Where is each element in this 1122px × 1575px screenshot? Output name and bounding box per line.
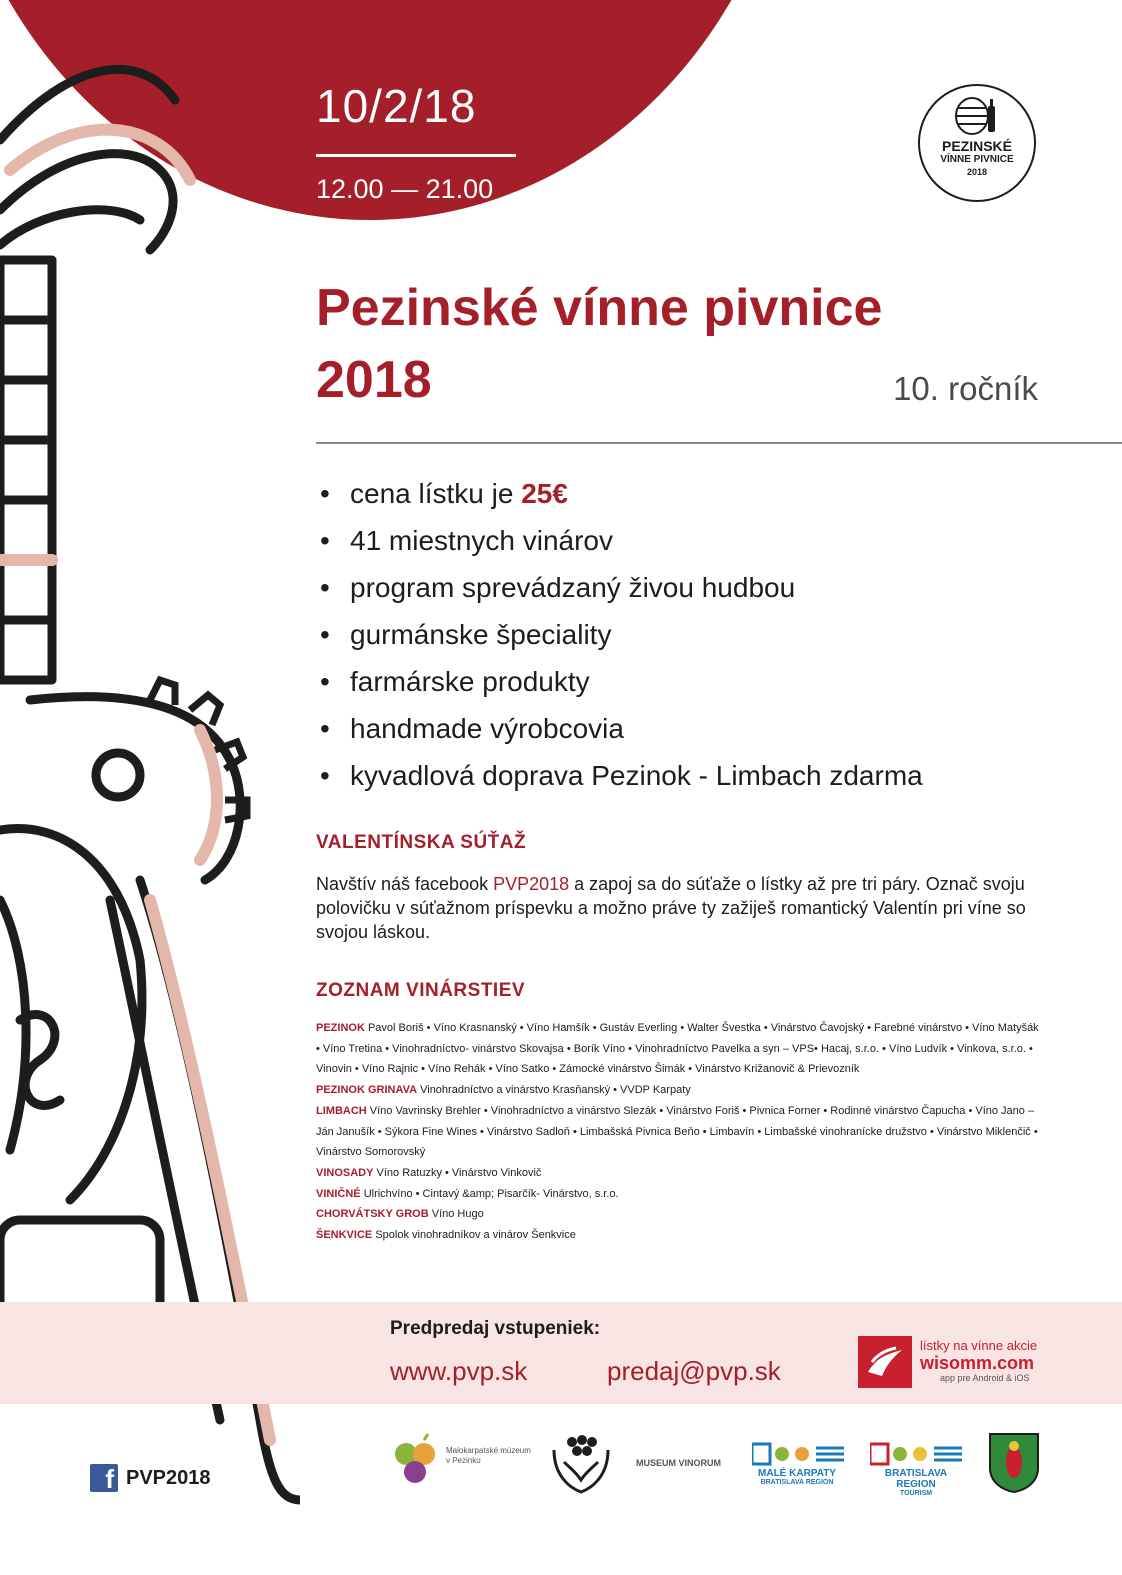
region-name: VINOSADY [316,1166,374,1179]
contest-text-start: Navštív náš facebook [316,874,494,894]
wisomm-apps: app pre Android & iOS [940,1373,1030,1383]
highlights-list [320,470,923,799]
barrel-bottle-icon [952,96,1002,136]
male-karpaty-icon [752,1440,846,1466]
grapes-shield-icon [548,1432,614,1494]
region-name: PEZINOK [316,1022,365,1034]
list-item: • program sprevádzaný živou hudbou [320,564,923,611]
email-link[interactable]: predaj@pvp.sk [607,1356,781,1386]
partner-kr-sub: BRATISLAVA REGION [760,1479,834,1486]
region-name: VINIČNÉ [316,1187,361,1200]
bratislava-region-icon [870,1440,964,1466]
region-name: PEZINOK GRINAVA [316,1084,418,1097]
badge-line-3: 2018 [966,167,988,177]
region-wineries: Ulrichvíno • Cintavý &amp; Pisarčík- Vinárstvo, s.r.o. [363,1187,619,1200]
list-item: • kyvadlová doprava Pezinok - Limbach zdarma [320,752,923,799]
facebook-label: PVP2018 [126,1466,211,1489]
coat-of-arms-icon [988,1432,1040,1494]
event-date: 10/2/18 [316,80,477,132]
facebook-handle[interactable] [90,1464,211,1492]
title-line-1: Pezinské vínne pivnice [316,279,883,337]
date-divider [316,154,516,157]
list-item-price [320,470,923,517]
region-wineries: Spolok vinohradníkov a vinárov Šenkvice [375,1229,576,1242]
region-wineries: Pavol Boriš • Víno Krasnanský • Víno Hamšík • Gustáv Everling • Walter Švestka • Vinárstvo Čavojský • Farebné vinárstvo • Víno Matyšák • Víno Tretina • Vinohradníctvo- vinárstvo Skovajsa • Borík Víno • Vinohradníctvo Pavelka a syn – VPS• Hacaj, s.r.o. • Víno Ludvík • Vinkova, s.r.o. • Vinovin • Víno Rajnic • Víno Rehák • Víno Satko • Zámocké vinárstvo Šimák • Vinárstvo Križanovič & Prievozník [316,1022,1039,1076]
region-wineries: Víno Vavrinsky Brehler • Vinohradníctvo a vinárstvo Slezák • Vinárstvo Foriš • Pivnica Forner • Rodinné vinárstvo Čapucha • Víno Jano – Ján Janušík • Sýkora Fine Wines • Vinárstvo Sadloň • Limbašská Pivnica Beňo • Limbavín • Limbašské vinohranícke družstvo • Vinárstvo Miklenčič • Vinárstvo Somorovský [316,1104,1038,1159]
list-item: • farmárske produkty [320,658,923,705]
event-time: 12.00 — 21.00 [316,174,494,204]
region-name: ŠENKVICE [316,1229,373,1242]
wisomm-info[interactable] [920,1338,1037,1383]
wineries-heading: ZOZNAM VINÁRSTIEV [316,980,526,1001]
price-value: 25€ [521,478,568,509]
partner-kr-name: MALÉ KARPATY [758,1468,836,1479]
contest-text-end: a zapoj sa do súťaže o lístky až pre tri páry. Označ svoju polovičku v súťažnom príspevku a možno práve ty zažiješ romantický Valentín pri víne so svojou láskou. [316,874,1026,942]
wineries-list [316,1018,1044,1246]
partner-br-name: BRATISLAVA REGION [884,1468,948,1490]
partner-br-sub: TOURISM [899,1490,933,1497]
region-wineries: Víno Ratuzky • Vinárstvo Vinkovič [376,1166,542,1179]
date-block [316,78,516,205]
partner-male-karpaty [748,1468,846,1486]
partner-museum-vinorum: MUSEUM VINORUM [636,1458,721,1468]
partner-bratislava-region [866,1468,966,1497]
wisomm-logo-icon[interactable] [858,1336,912,1388]
list-item: • gurmánske špeciality [320,611,923,658]
region-wineries: Víno Hugo [431,1208,484,1221]
title-divider [316,442,1122,444]
event-logo-badge [918,84,1036,202]
badge-line-1: PEZINSKÉ [941,138,1012,154]
badge-line-2: VÍNNE PIVNICE [940,154,1014,165]
region-name: LIMBACH [316,1104,367,1117]
website-link[interactable]: www.pvp.sk [390,1356,528,1386]
list-item: • 41 miestnych vinárov [320,517,923,564]
edition-label: 10. ročník [893,370,1038,407]
price-prefix: cena lístku je [350,478,522,509]
region-wineries: Vinohradníctvo a vinárstvo Krasňanský • VVDP Karpaty [420,1084,691,1097]
facebook-page-link[interactable]: PVP2018 [493,874,570,894]
region-name: CHORVÁTSKY GROB [316,1208,429,1221]
contest-text [316,872,1046,944]
wisomm-url[interactable]: wisomm.com [920,1353,1035,1373]
presale-label: Predpredaj vstupeniek: [390,1318,601,1339]
list-item: • handmade výrobcovia [320,705,923,752]
museum-logo-icon [390,1432,442,1490]
wisomm-tagline: lístky na vínne akcie [920,1338,1038,1353]
title-line-2: 2018 [316,351,432,409]
wave-icon [858,1336,912,1388]
partner-museum-name: Malokarpatské múzeum v Pezinku [446,1446,531,1465]
facebook-icon: f [90,1464,118,1492]
contest-heading: VALENTÍNSKA SÚŤAŽ [316,832,527,853]
